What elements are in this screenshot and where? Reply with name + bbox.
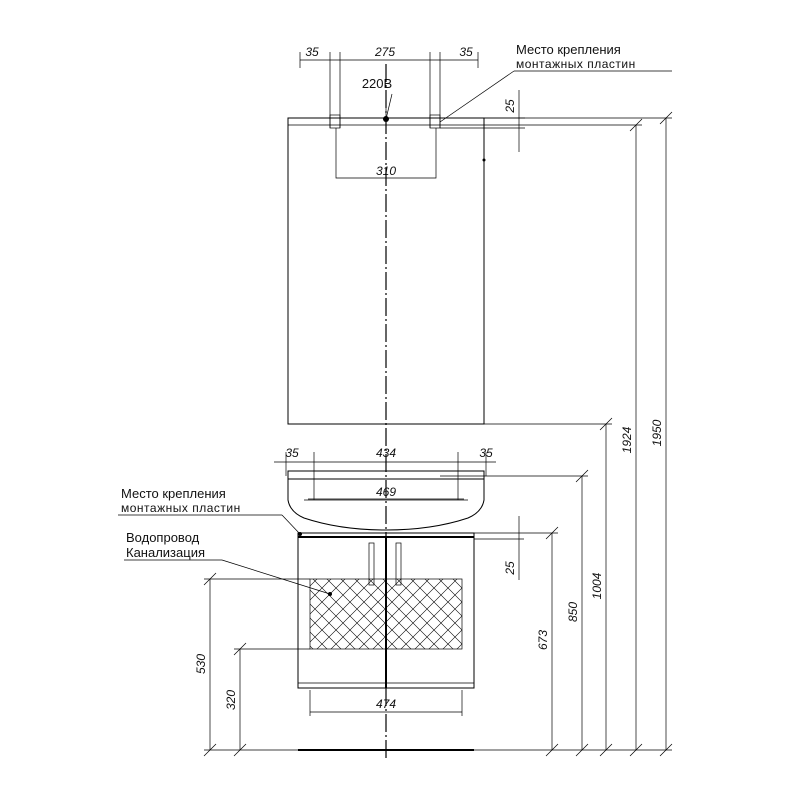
power-label: 220В	[361, 76, 393, 91]
cabinet-mount-label-line2: монтажных пластин	[516, 57, 636, 71]
dim-cabinet-top-height: 1924	[620, 426, 634, 454]
service-area-hatch	[310, 579, 462, 649]
dim-vanity-right-offset: 35	[479, 446, 493, 460]
dim-469: 469	[375, 485, 397, 499]
cabinet-mount-label-line1: Место крепления	[516, 42, 621, 57]
mount-plate-right	[430, 115, 440, 128]
plumbing-annotation	[124, 530, 332, 596]
dim-673: 673	[536, 629, 550, 651]
dim-cabinet-left-offset: 35	[305, 45, 319, 59]
vanity-mount-annotation	[118, 486, 302, 536]
mount-plate-left	[330, 115, 340, 128]
dim-474: 474	[375, 697, 397, 711]
dim-cabinet-top-gap: 25	[503, 99, 517, 113]
cabinet-gap-dimension	[440, 90, 525, 152]
dim-cabinet-plate-spacing: 275	[374, 45, 396, 59]
height-dimensions	[300, 112, 672, 756]
dim-1004: 1004	[590, 572, 604, 600]
dim-320: 320	[224, 689, 238, 711]
vanity-mount-label-line2: монтажных пластин	[121, 501, 241, 515]
dim-vanity-gap: 25	[503, 561, 517, 575]
dim-cabinet-bracket-width: 310	[375, 164, 397, 178]
dim-530: 530	[194, 653, 208, 675]
dim-850: 850	[566, 601, 580, 623]
cabinet-hinge	[483, 159, 486, 162]
mirror-cabinet	[288, 115, 486, 424]
cabinet-top-dimensions	[300, 45, 478, 128]
water-supply-label: Водопровод	[126, 530, 200, 545]
vanity-gap-dimension	[474, 516, 524, 580]
dim-vanity-left-offset: 35	[285, 446, 299, 460]
dim-basin-width: 434	[375, 446, 397, 460]
dim-total-height: 1950	[650, 419, 664, 447]
left-height-dimensions	[194, 573, 310, 756]
vanity-mount-label-line1: Место крепления	[121, 486, 226, 501]
sewer-label: Канализация	[126, 545, 205, 560]
cabinet-mount-annotation	[440, 42, 672, 122]
dim-cabinet-right-offset: 35	[459, 45, 473, 59]
vanity-top-dimensions	[274, 446, 496, 500]
